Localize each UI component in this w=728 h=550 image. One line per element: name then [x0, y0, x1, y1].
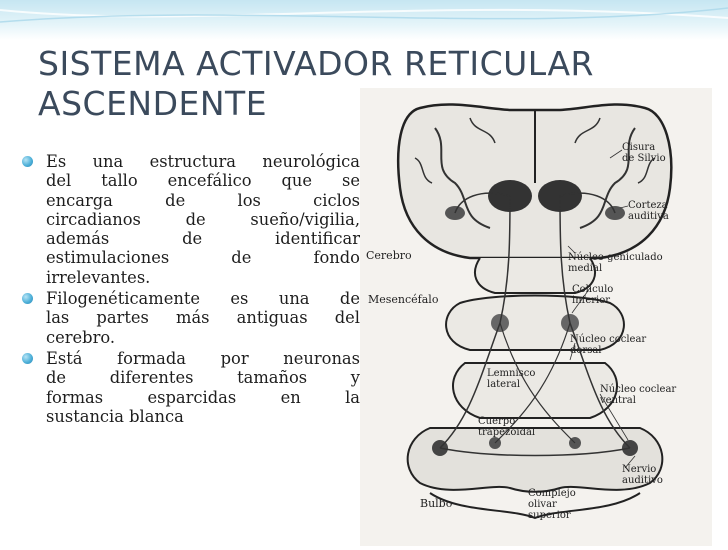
bullet-text-line: formas esparcidas en la [46, 387, 360, 407]
bullet-text-line: Filogenéticamente es una de [46, 289, 360, 309]
bullet-text-line: además de identificar [46, 229, 360, 249]
label-coliculo: Colículo inferior [572, 284, 614, 306]
title-line-2: ASCENDENTE [38, 84, 268, 123]
bullet-text-line: del tallo encefálico que se [46, 171, 360, 191]
label-nervio: Nervio auditivo [622, 464, 663, 486]
bullet-text-line: las partes más antiguas del [46, 308, 360, 328]
bullet-item [20, 349, 360, 426]
bullet-text-line: circadianos de sueño/vigilia, [46, 209, 360, 229]
bullet-marker-icon [22, 353, 33, 364]
label-lemnisco: Lemnisco lateral [487, 368, 536, 390]
bullet-text-line: Está formada por neuronas [46, 348, 360, 368]
auditory-pathway-figure [360, 88, 712, 546]
bullet-list [20, 152, 360, 428]
label-cisura: Cisura de Silvio [622, 142, 666, 164]
bullet-text-line: encarga de los ciclos [46, 190, 360, 210]
bullet-marker-icon [22, 293, 33, 304]
label-corteza: Corteza auditiva [628, 200, 669, 222]
bullet-item [20, 289, 360, 347]
bullet-text-line: Es una estructura neurológica [46, 152, 360, 171]
label-geniculado: Núcleo geniculado medial [568, 252, 663, 274]
bullet-text-line: de diferentes tamaños y [46, 368, 360, 388]
bullet-text-line: irrelevantes. [46, 267, 151, 287]
bullet-marker-icon [22, 156, 33, 167]
title-line-1: SISTEMA ACTIVADOR RETICULAR [38, 44, 594, 83]
label-mesencefalo: Mesencéfalo [368, 293, 439, 306]
bullet-text-line: sustancia blanca [46, 406, 184, 426]
label-coclear-ventral: Núcleo coclear ventral [600, 384, 677, 406]
bullet-text-line: estimulaciones de fondo [46, 248, 360, 268]
bullet-text-line: cerebro. [46, 327, 116, 347]
label-trapezoidal: Cuerpo trapezoidal [478, 416, 536, 438]
label-coclear-dorsal: Núcleo coclear dorsal [570, 334, 647, 356]
bullet-item [20, 152, 360, 287]
label-cerebro: Cerebro [366, 249, 412, 262]
label-bulbo: Bulbo [420, 497, 453, 510]
header-band [0, 0, 728, 40]
label-olivar: Complejo olivar superior [528, 488, 576, 521]
